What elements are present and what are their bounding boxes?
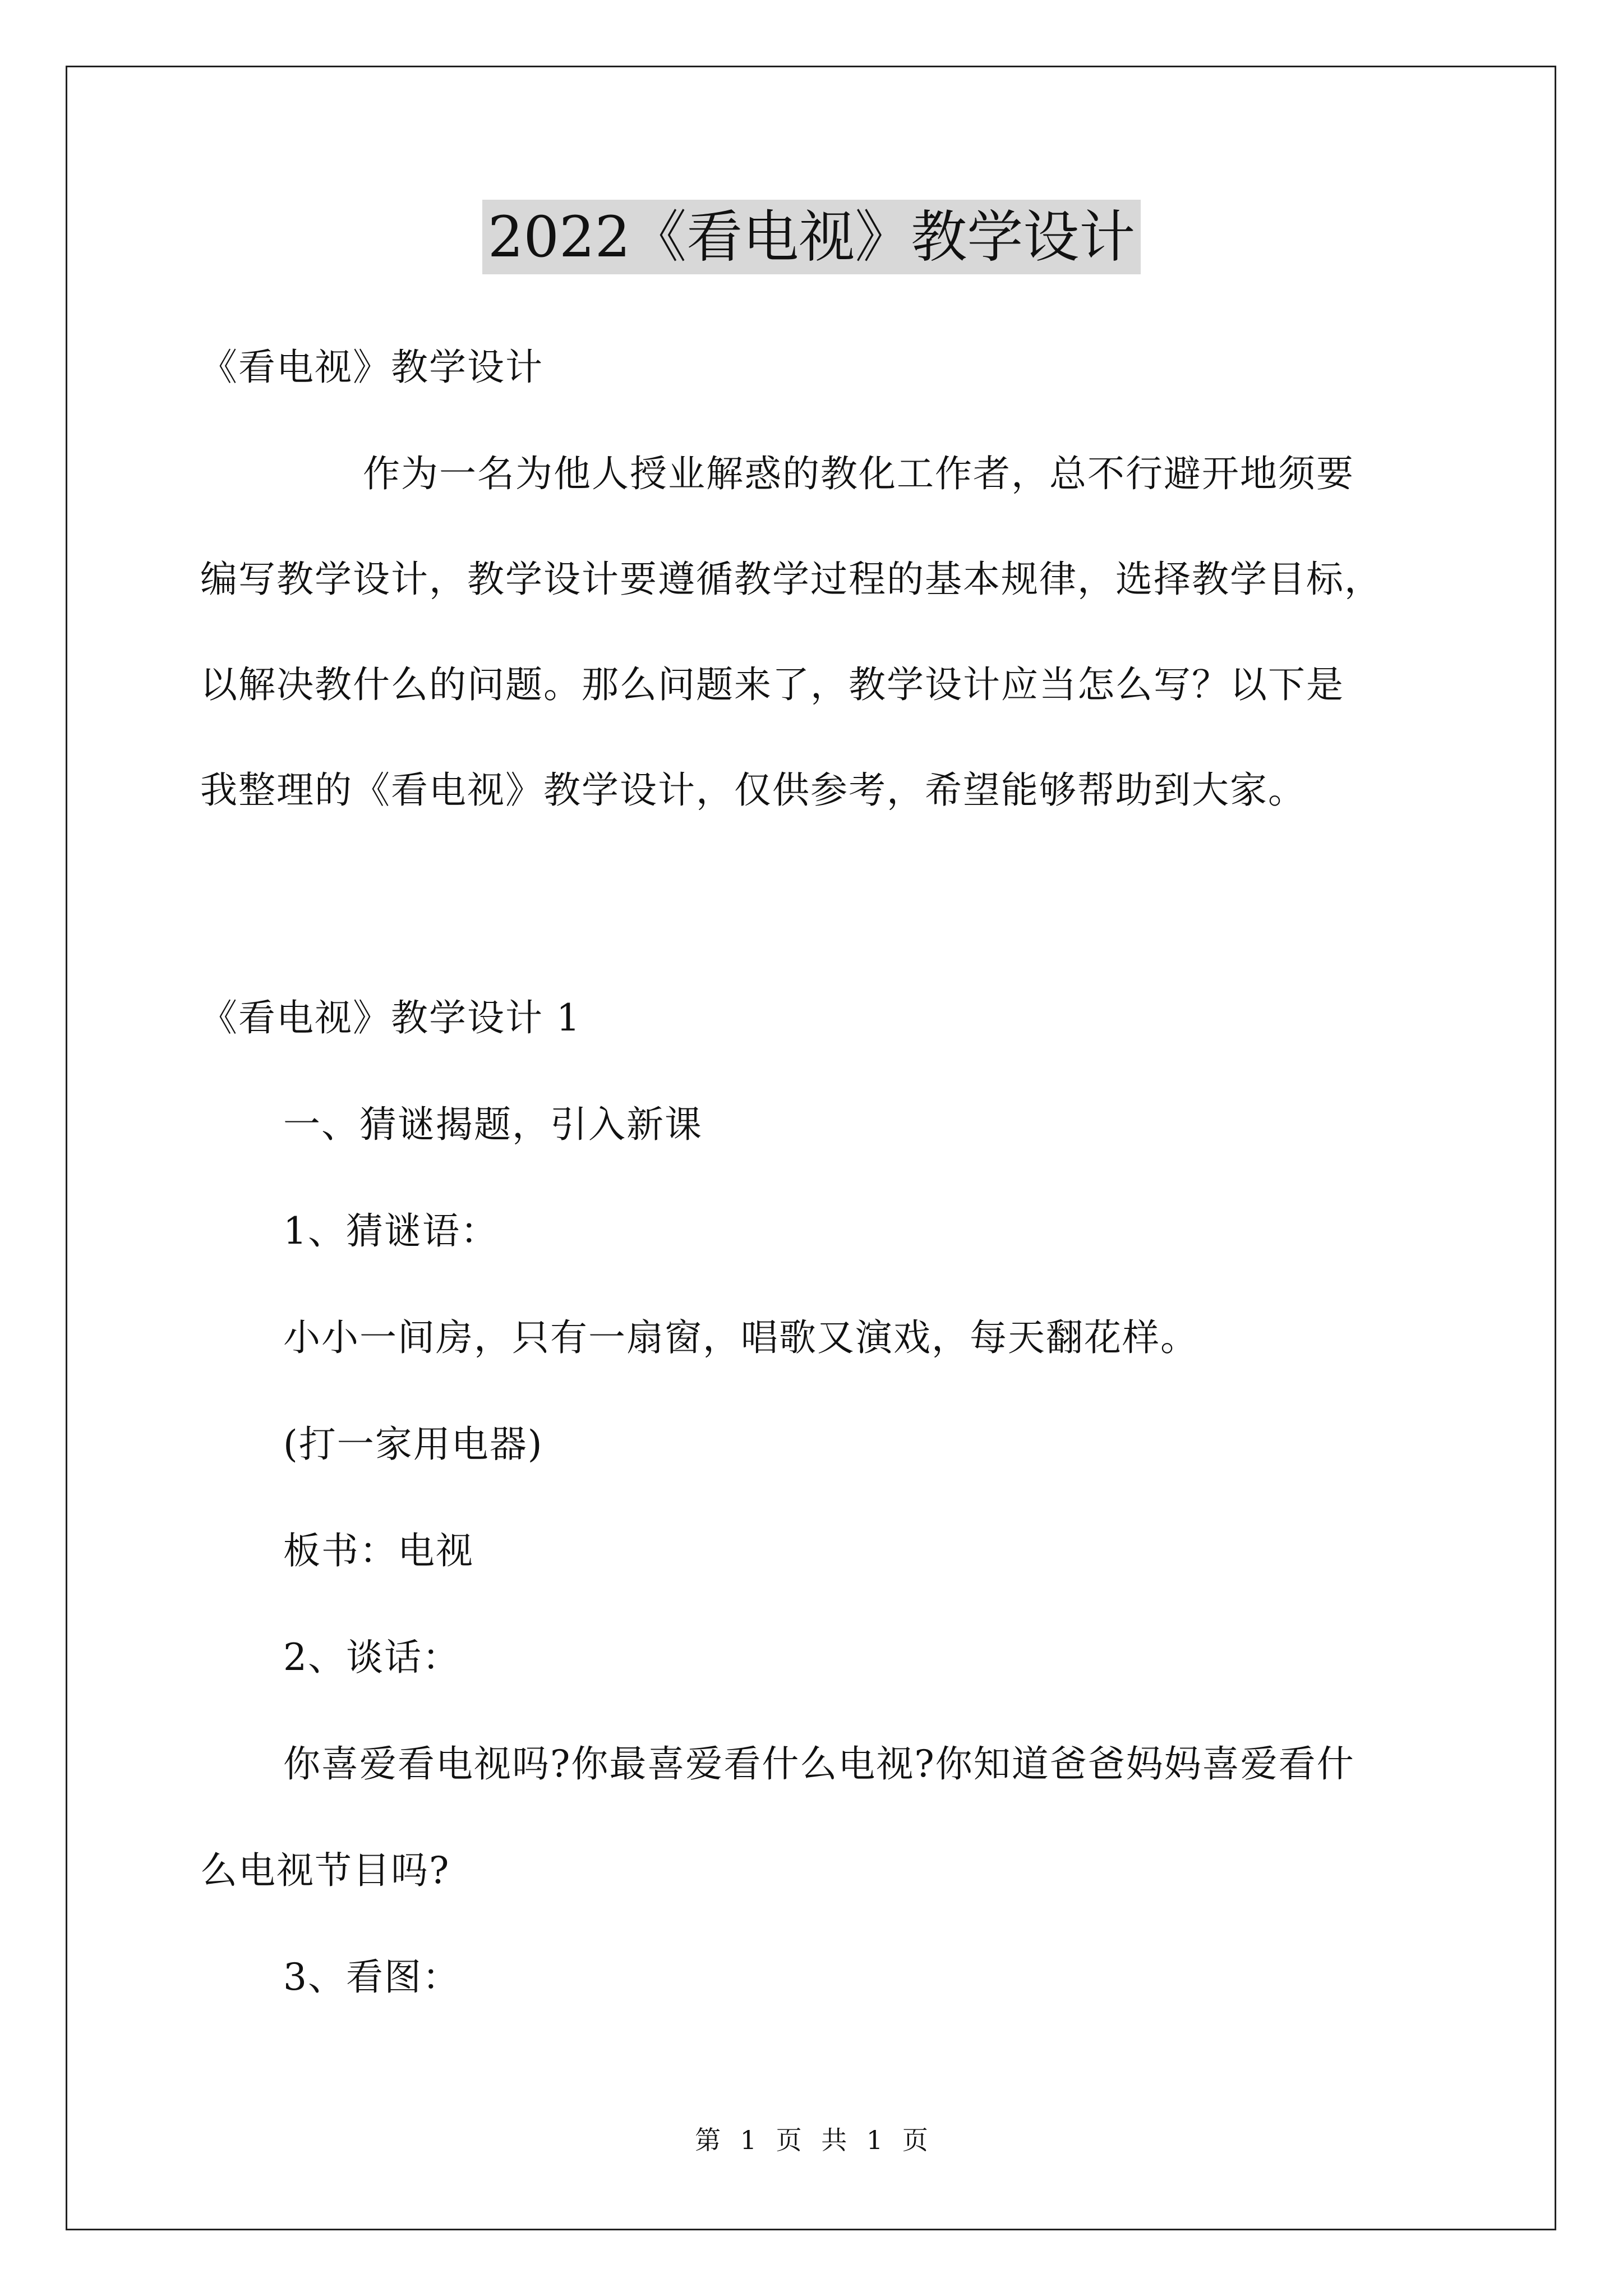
step1-heading: 一、猜谜揭题，引入新课 xyxy=(283,1103,703,1146)
document-title-text: 2022《看电视》教学设计 xyxy=(482,200,1141,274)
document-title xyxy=(0,201,1623,274)
page-footer: 第 1 页 共 1 页 xyxy=(695,2125,928,2155)
intro-line-1: 作为一名为他人授业解惑的教化工作者，总不行避开地须要 xyxy=(363,452,1354,495)
subtitle: 《看电视》教学设计 xyxy=(200,346,543,389)
intro-line-3: 以解决教什么的问题。那么问题来了，教学设计应当怎么写？以下是 xyxy=(200,663,1344,706)
intro-line-2: 编写教学设计，教学设计要遵循教学过程的基本规律，选择教学目标， xyxy=(200,558,1382,601)
intro-line-4: 我整理的《看电视》教学设计，仅供参考，希望能够帮助到大家。 xyxy=(200,769,1306,812)
item3-label: 3、看图： xyxy=(283,1955,460,1999)
riddle-hint: (打一家用电器) xyxy=(283,1423,543,1466)
board-note: 板书：电视 xyxy=(283,1529,474,1572)
talk-line-2: 么电视节目吗? xyxy=(200,1849,450,1892)
talk-line-1: 你喜爱看电视吗?你最喜爱看什么电视?你知道爸爸妈妈喜爱看什 xyxy=(283,1742,1355,1786)
riddle-text: 小小一间房，只有一扇窗，唱歌又演戏，每天翻花样。 xyxy=(283,1316,1198,1359)
item2-label: 2、谈话： xyxy=(283,1636,460,1679)
section-heading: 《看电视》教学设计 1 xyxy=(200,996,581,1039)
item1-label: 1、猜谜语： xyxy=(283,1209,499,1253)
